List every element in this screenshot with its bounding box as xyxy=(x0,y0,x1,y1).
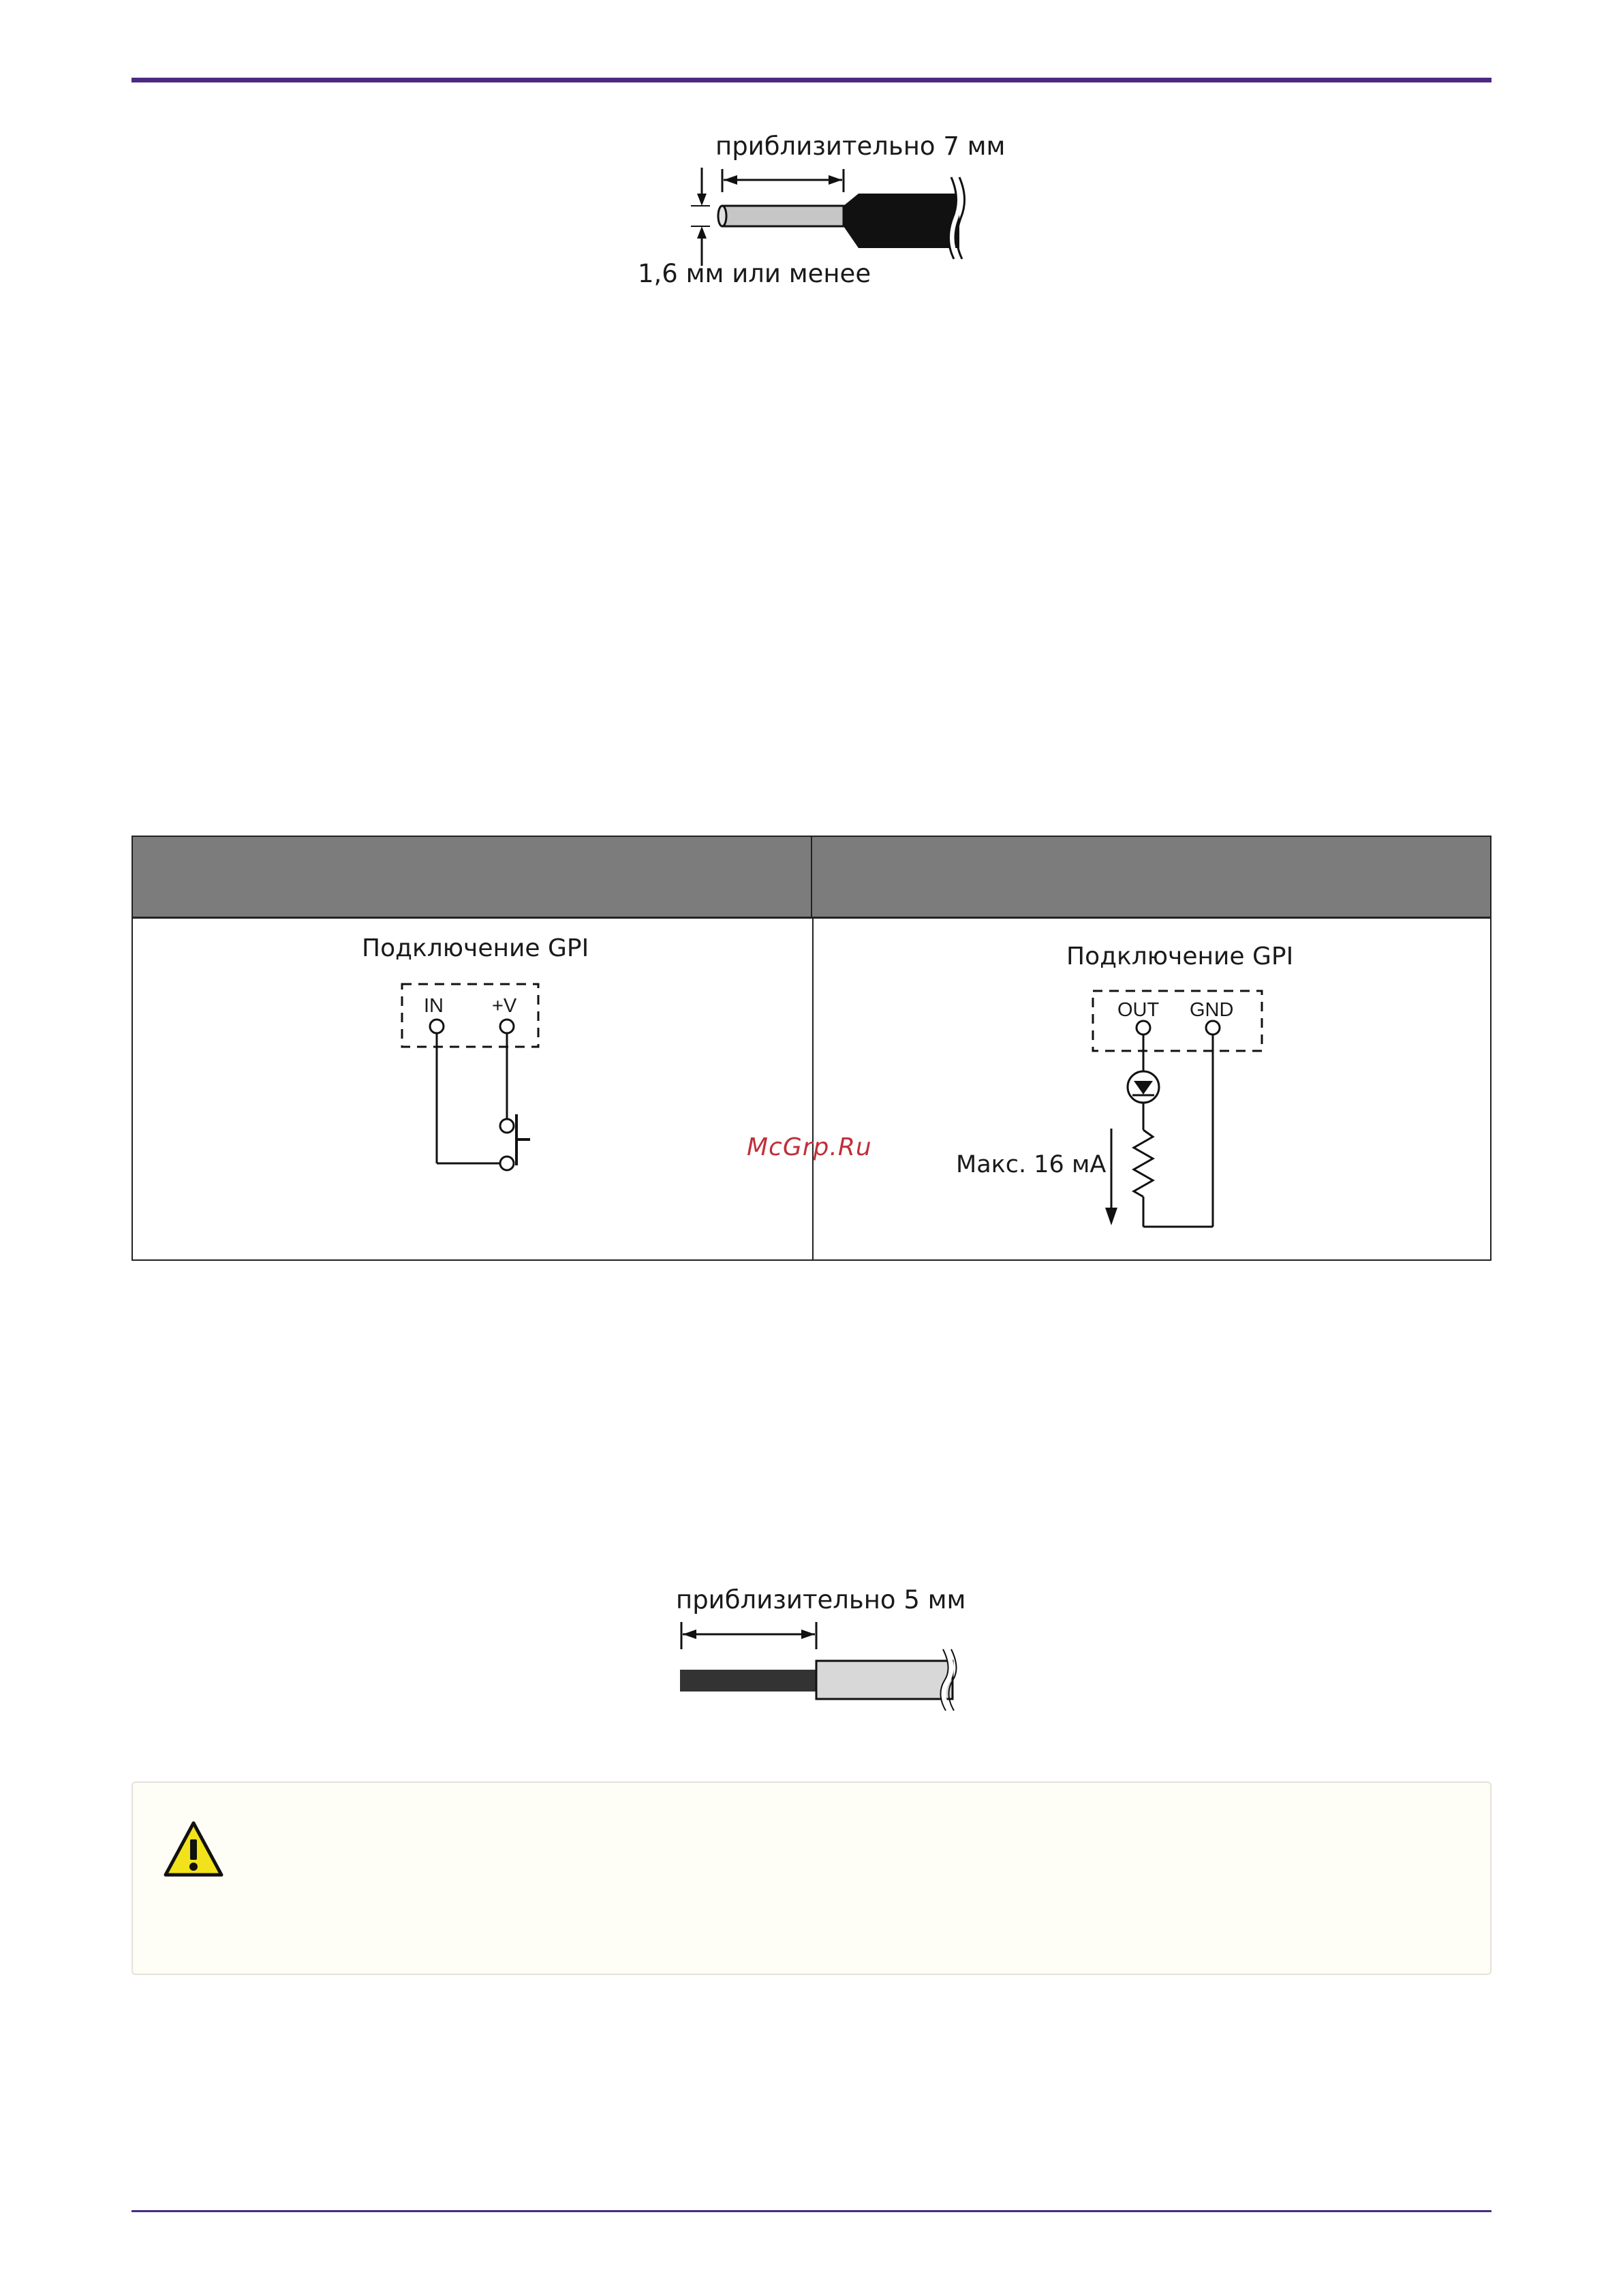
warning-notice xyxy=(132,1781,1491,1975)
table-header-input xyxy=(133,837,812,919)
footer-rule xyxy=(132,2210,1491,2212)
table-column-divider xyxy=(812,919,814,1259)
max-current-label: Макс. 16 мА xyxy=(956,1151,1107,1178)
wire-diameter-label: 1,6 мм или менее xyxy=(638,259,871,288)
gpi-output-title: Подключение GPI xyxy=(1066,943,1294,970)
table-header-output xyxy=(812,837,1490,919)
strip-length-label: приблизительно 5 мм xyxy=(676,1585,966,1614)
stripped-wire-diagram xyxy=(675,1615,974,1717)
header-rule xyxy=(132,78,1491,82)
pin-out-label: OUT xyxy=(1117,999,1160,1021)
pin-gnd-label: GND xyxy=(1190,999,1234,1021)
ferrule-wire-diagram xyxy=(681,164,981,273)
warning-icon xyxy=(163,1820,224,1878)
pin-in-label: IN xyxy=(424,995,444,1017)
gpi-input-title: Подключение GPI xyxy=(362,934,589,962)
gpi-input-schematic xyxy=(395,981,559,1172)
pin-v-label: +V xyxy=(492,995,517,1017)
watermark-text: McGrp.Ru xyxy=(747,1133,872,1161)
gpi-connection-table xyxy=(132,836,1491,1261)
wire-length-label: приблизительно 7 мм xyxy=(715,132,1006,161)
gpi-output-schematic xyxy=(1090,988,1267,1234)
